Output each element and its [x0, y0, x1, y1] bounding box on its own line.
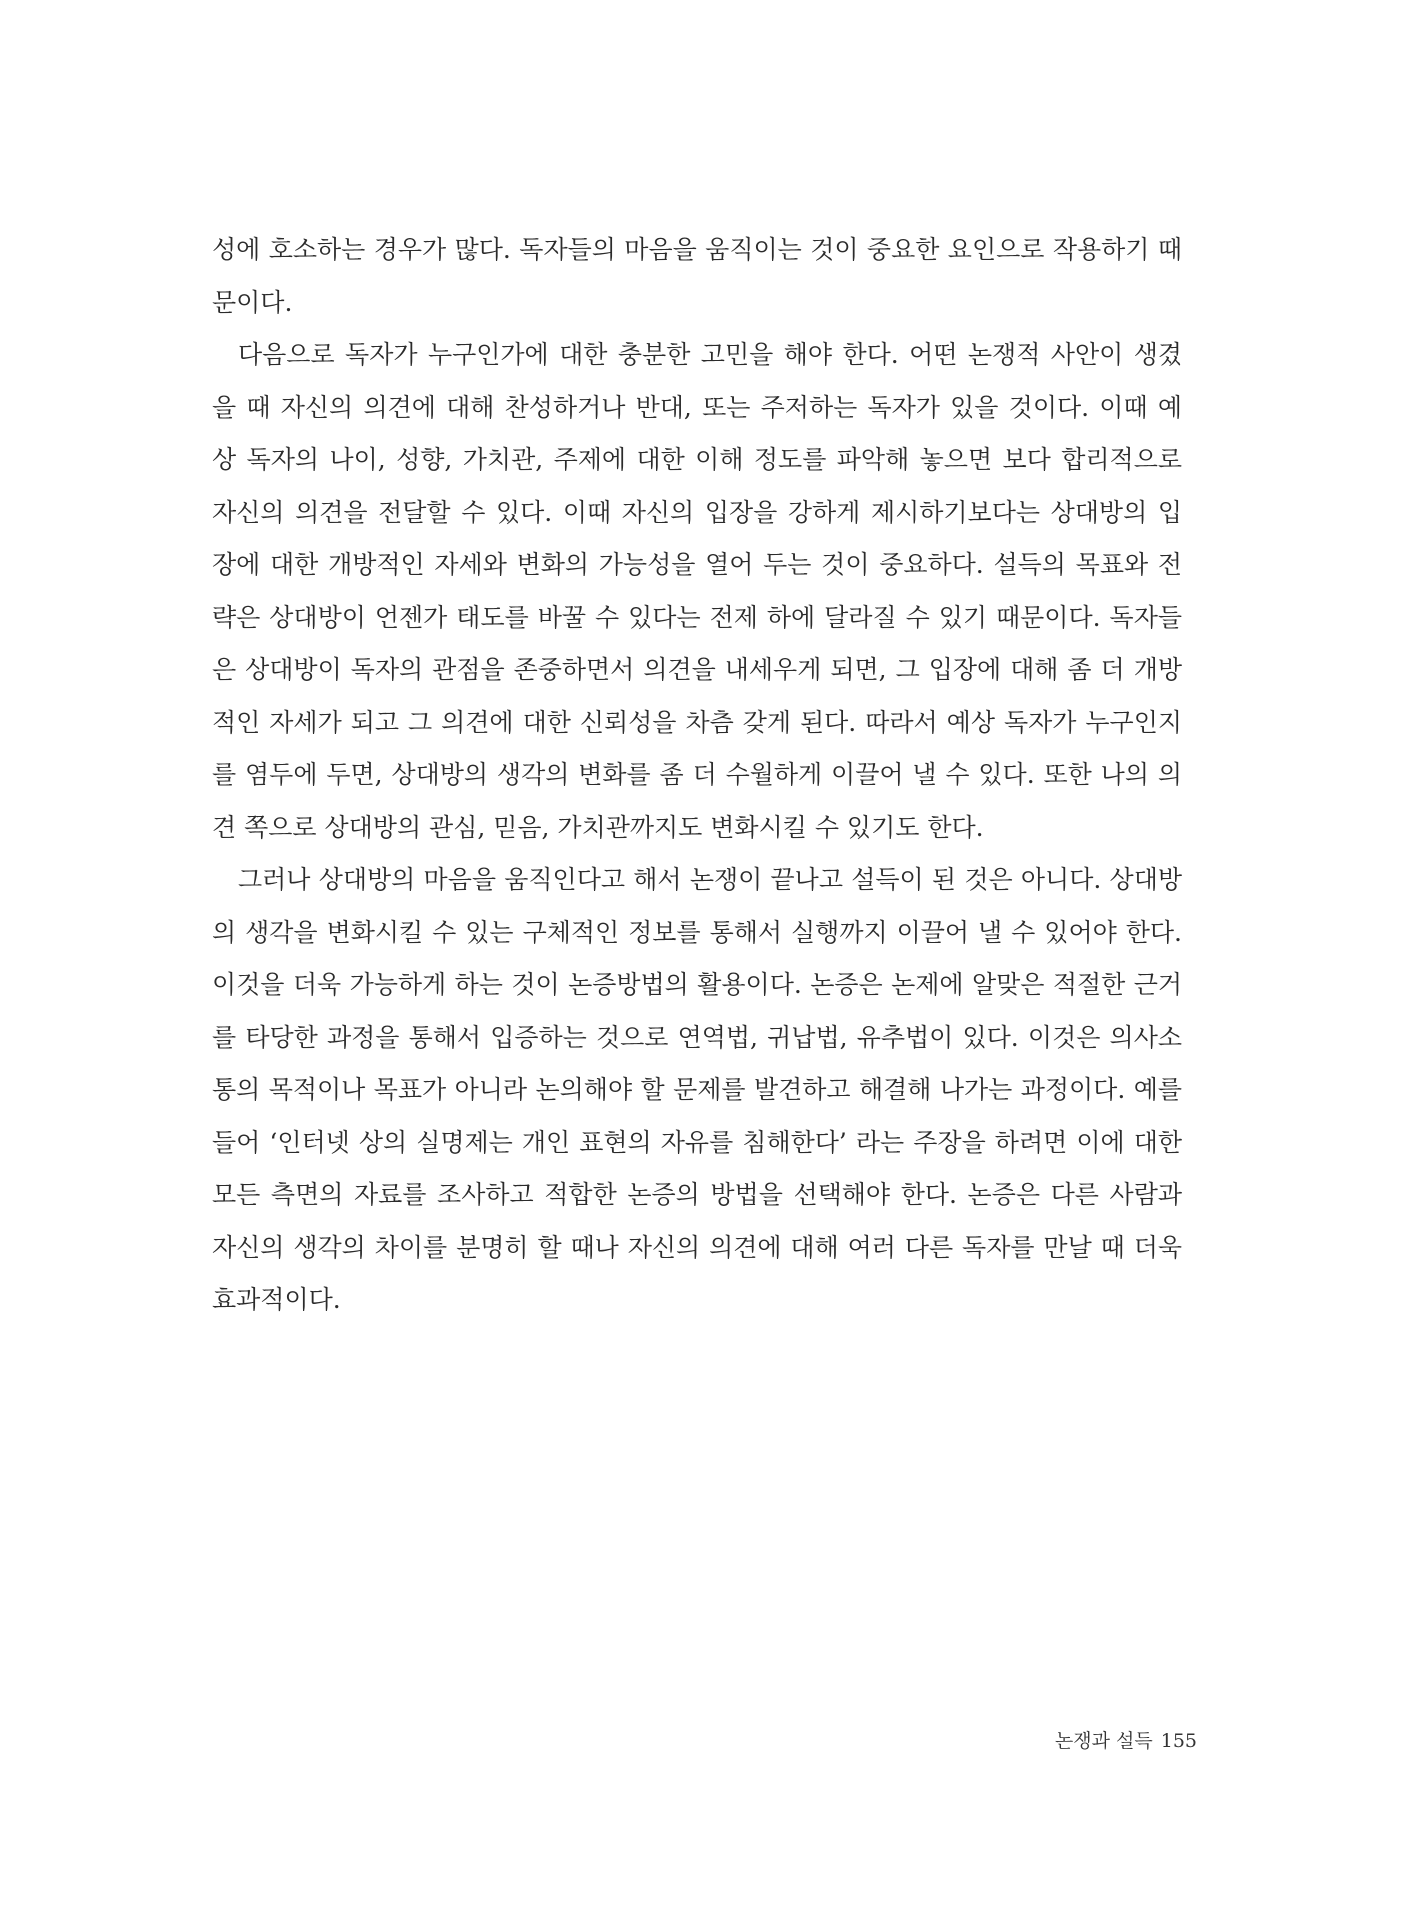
text-line: 를 염두에 두면, 상대방의 생각의 변화를 좀 더 수월하게 이끌어 낼 수 있다. 또한 나의 의 [212, 760, 1182, 789]
text-line: 략은 상대방이 언젠가 태도를 바꿀 수 있다는 전제 하에 달라질 수 있기 때문이다. 독자들 [212, 602, 1182, 632]
text-line: 그러나 상대방의 마음을 움직인다고 해서 논쟁이 끝나고 설득이 된 것은 아니다. 상대방 [238, 865, 1182, 894]
text-line: 은 상대방이 독자의 관점을 존중하면서 의견을 내세우게 되면, 그 입장에 대해 좀 더 개방 [212, 655, 1182, 684]
text-line: 문이다. [212, 287, 293, 317]
text-line: 의 생각을 변화시킬 수 있는 구체적인 정보를 통해서 실행까지 이끌어 낼 수 있어야 한다. [212, 917, 1182, 947]
text-line: 자신의 생각의 차이를 분명히 할 때나 자신의 의견에 대해 여러 다른 독자를 만날 때 더욱 [212, 1232, 1182, 1262]
text-line: 효과적이다. [212, 1285, 341, 1314]
text-line: 적인 자세가 되고 그 의견에 대한 신뢰성을 차츰 갖게 된다. 따라서 예상 독자가 누구인지 [212, 707, 1182, 737]
body-text [212, 224, 1182, 1327]
text-line: 성에 호소하는 경우가 많다. 독자들의 마음을 움직이는 것이 중요한 요인으로 작용하기 때 [212, 235, 1182, 264]
text-line: 자신의 의견을 전달할 수 있다. 이때 자신의 입장을 강하게 제시하기보다는 상대방의 입 [212, 497, 1182, 527]
text-line: 다음으로 독자가 누구인가에 대한 충분한 고민을 해야 한다. 어떤 논쟁적 사안이 생겼 [238, 340, 1182, 369]
text-line: 을 때 자신의 의견에 대해 찬성하거나 반대, 또는 주저하는 독자가 있을 것이다. 이때 예 [212, 392, 1182, 422]
text-line: 상 독자의 나이, 성향, 가치관, 주제에 대한 이해 정도를 파악해 놓으면 보다 합리적으로 [212, 445, 1182, 474]
text-line: 를 타당한 과정을 통해서 입증하는 것으로 연역법, 귀납법, 유추법이 있다. 이것은 의사소 [212, 1022, 1182, 1052]
text-line: 모든 측면의 자료를 조사하고 적합한 논증의 방법을 선택해야 한다. 논증은 다른 사람과 [212, 1180, 1182, 1209]
page-number: 155 [1160, 1730, 1197, 1752]
text-line: 이것을 더욱 가능하게 하는 것이 논증방법의 활용이다. 논증은 논제에 알맞은 적절한 근거 [212, 970, 1182, 999]
running-chapter-title: 논쟁과 설득 [1054, 1730, 1153, 1752]
text-line: 장에 대한 개방적인 자세와 변화의 가능성을 열어 두는 것이 중요하다. 설득의 목표와 전 [212, 550, 1182, 579]
page-footer [1055, 1726, 1197, 1753]
text-line: 견 쪽으로 상대방의 관심, 믿음, 가치관까지도 변화시킬 수 있기도 한다. [212, 812, 984, 842]
text-line: 들어 ‘인터넷 상의 실명제는 개인 표현의 자유를 침해한다’ 라는 주장을 하려면 이에 대한 [212, 1127, 1182, 1157]
text-line: 통의 목적이나 목표가 아니라 논의해야 할 문제를 발견하고 해결해 나가는 과정이다. 예를 [212, 1075, 1182, 1104]
